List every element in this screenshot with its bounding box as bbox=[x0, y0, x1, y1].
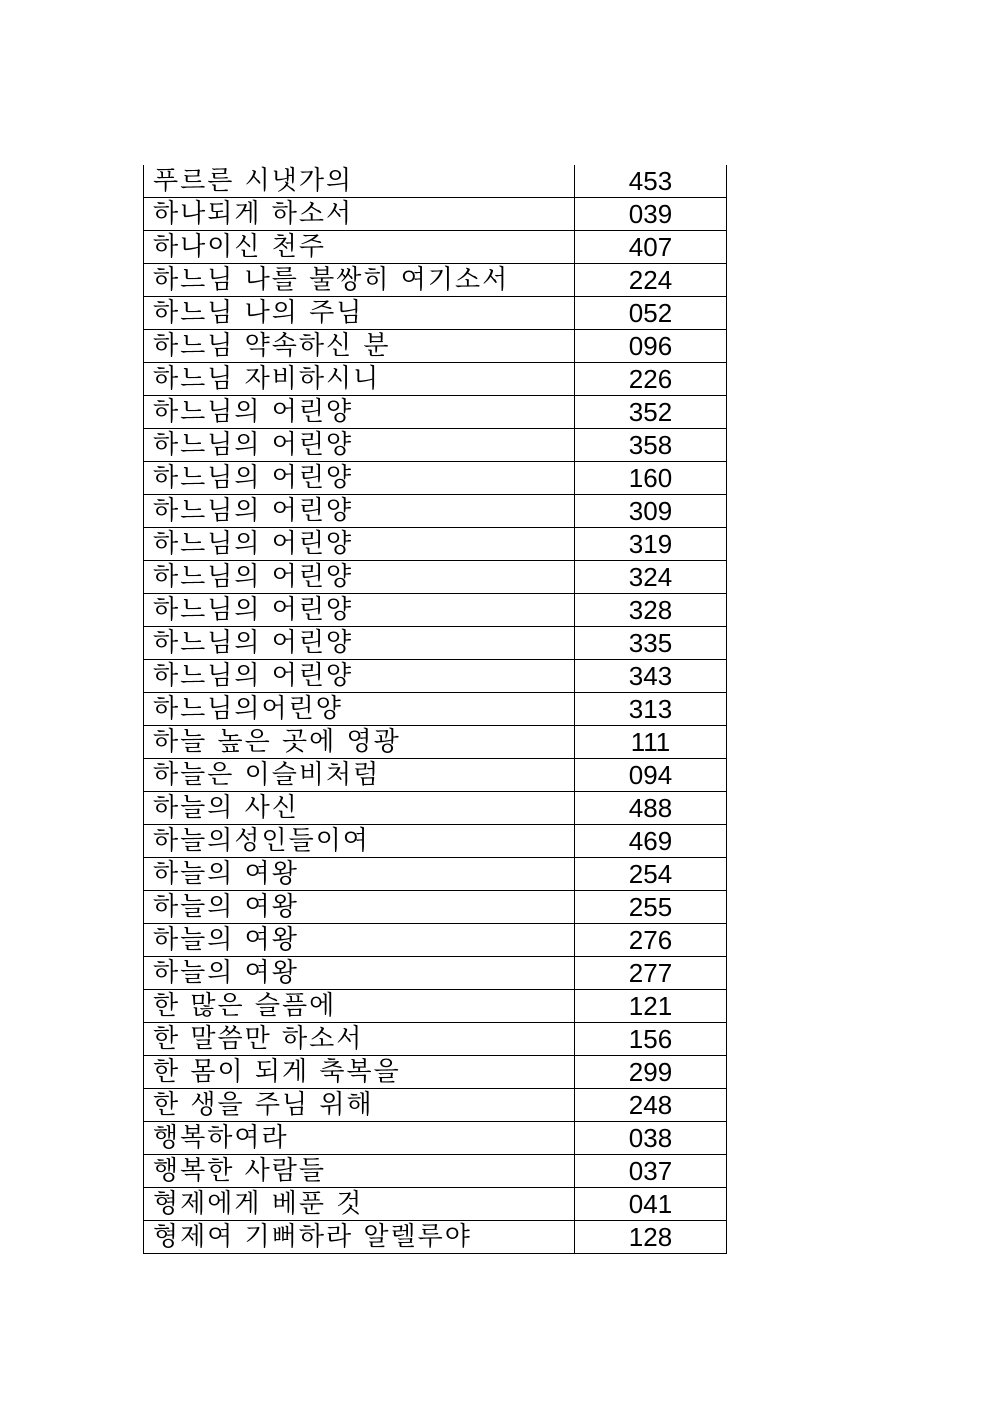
hymn-table-body bbox=[144, 165, 727, 1254]
hymn-title-cell: 행복하여라 bbox=[144, 1122, 575, 1155]
table-row bbox=[144, 1155, 727, 1188]
hymn-number-cell: 328 bbox=[575, 594, 727, 627]
table-row bbox=[144, 330, 727, 363]
hymn-title-cell: 한 말씀만 하소서 bbox=[144, 1023, 575, 1056]
hymn-number-cell: 453 bbox=[575, 165, 727, 198]
hymn-title-cell: 하나이신 천주 bbox=[144, 231, 575, 264]
hymn-number-cell: 313 bbox=[575, 693, 727, 726]
hymn-title-cell: 하느님의어린양 bbox=[144, 693, 575, 726]
hymn-number-cell: 038 bbox=[575, 1122, 727, 1155]
hymn-title-cell: 하느님의 어린양 bbox=[144, 429, 575, 462]
table-row bbox=[144, 165, 727, 198]
hymn-title-cell: 하늘은 이슬비처럼 bbox=[144, 759, 575, 792]
hymn-number-cell: 128 bbox=[575, 1221, 727, 1254]
hymn-title-cell: 한 몸이 되게 축복을 bbox=[144, 1056, 575, 1089]
hymn-number-cell: 226 bbox=[575, 363, 727, 396]
hymn-title-cell: 하늘의 여왕 bbox=[144, 957, 575, 990]
hymn-number-cell: 309 bbox=[575, 495, 727, 528]
hymn-number-cell: 358 bbox=[575, 429, 727, 462]
table-row bbox=[144, 1056, 727, 1089]
hymn-number-cell: 343 bbox=[575, 660, 727, 693]
hymn-number-cell: 039 bbox=[575, 198, 727, 231]
hymn-number-cell: 224 bbox=[575, 264, 727, 297]
hymn-number-cell: 052 bbox=[575, 297, 727, 330]
table-row bbox=[144, 627, 727, 660]
hymn-title-cell: 푸르른 시냇가의 bbox=[144, 165, 575, 198]
table-row bbox=[144, 561, 727, 594]
hymn-title-cell: 하늘의 여왕 bbox=[144, 891, 575, 924]
hymn-number-cell: 041 bbox=[575, 1188, 727, 1221]
hymn-number-cell: 276 bbox=[575, 924, 727, 957]
hymn-title-cell: 하느님의 어린양 bbox=[144, 396, 575, 429]
table-row bbox=[144, 1221, 727, 1254]
table-row bbox=[144, 924, 727, 957]
table-row bbox=[144, 1122, 727, 1155]
table-row bbox=[144, 594, 727, 627]
table-row bbox=[144, 396, 727, 429]
hymn-title-cell: 하느님 나를 불쌍히 여기소서 bbox=[144, 264, 575, 297]
hymn-number-cell: 319 bbox=[575, 528, 727, 561]
table-row bbox=[144, 363, 727, 396]
hymn-title-cell: 하느님의 어린양 bbox=[144, 627, 575, 660]
table-row bbox=[144, 825, 727, 858]
table-row bbox=[144, 297, 727, 330]
hymn-number-cell: 324 bbox=[575, 561, 727, 594]
hymn-title-cell: 하느님의 어린양 bbox=[144, 528, 575, 561]
table-row bbox=[144, 1023, 727, 1056]
hymn-title-cell: 하느님 나의 주님 bbox=[144, 297, 575, 330]
hymn-number-cell: 352 bbox=[575, 396, 727, 429]
hymn-number-cell: 111 bbox=[575, 726, 727, 759]
table-row bbox=[144, 891, 727, 924]
hymn-index-table bbox=[143, 165, 727, 1254]
hymn-number-cell: 469 bbox=[575, 825, 727, 858]
table-row bbox=[144, 759, 727, 792]
hymn-title-cell: 하느님의 어린양 bbox=[144, 495, 575, 528]
hymn-title-cell: 형제에게 베푼 것 bbox=[144, 1188, 575, 1221]
hymn-title-cell: 하느님의 어린양 bbox=[144, 462, 575, 495]
hymn-number-cell: 299 bbox=[575, 1056, 727, 1089]
hymn-title-cell: 하늘의성인들이여 bbox=[144, 825, 575, 858]
hymn-number-cell: 248 bbox=[575, 1089, 727, 1122]
hymn-title-cell: 한 많은 슬픔에 bbox=[144, 990, 575, 1023]
hymn-number-cell: 254 bbox=[575, 858, 727, 891]
hymn-number-cell: 255 bbox=[575, 891, 727, 924]
hymn-title-cell: 하늘 높은 곳에 영광 bbox=[144, 726, 575, 759]
hymn-number-cell: 335 bbox=[575, 627, 727, 660]
hymn-title-cell: 하늘의 여왕 bbox=[144, 858, 575, 891]
table-row bbox=[144, 990, 727, 1023]
hymn-number-cell: 037 bbox=[575, 1155, 727, 1188]
table-row bbox=[144, 1188, 727, 1221]
hymn-number-cell: 094 bbox=[575, 759, 727, 792]
hymn-title-cell: 하나되게 하소서 bbox=[144, 198, 575, 231]
hymn-number-cell: 121 bbox=[575, 990, 727, 1023]
hymn-number-cell: 156 bbox=[575, 1023, 727, 1056]
table-row bbox=[144, 792, 727, 825]
table-row bbox=[144, 528, 727, 561]
table-row bbox=[144, 264, 727, 297]
table-row bbox=[144, 429, 727, 462]
hymn-title-cell: 하늘의 사신 bbox=[144, 792, 575, 825]
hymn-title-cell: 형제여 기뻐하라 알렐루야 bbox=[144, 1221, 575, 1254]
table-row bbox=[144, 957, 727, 990]
table-row bbox=[144, 660, 727, 693]
hymn-title-cell: 하느님의 어린양 bbox=[144, 561, 575, 594]
hymn-number-cell: 160 bbox=[575, 462, 727, 495]
hymn-title-cell: 하느님의 어린양 bbox=[144, 660, 575, 693]
table-row bbox=[144, 495, 727, 528]
table-row bbox=[144, 1089, 727, 1122]
hymn-number-cell: 277 bbox=[575, 957, 727, 990]
hymn-title-cell: 하느님의 어린양 bbox=[144, 594, 575, 627]
hymn-title-cell: 하느님 약속하신 분 bbox=[144, 330, 575, 363]
table-row bbox=[144, 462, 727, 495]
table-row bbox=[144, 693, 727, 726]
table-row bbox=[144, 198, 727, 231]
hymn-title-cell: 하늘의 여왕 bbox=[144, 924, 575, 957]
table-row bbox=[144, 858, 727, 891]
table-row bbox=[144, 726, 727, 759]
hymn-title-cell: 하느님 자비하시니 bbox=[144, 363, 575, 396]
hymn-number-cell: 096 bbox=[575, 330, 727, 363]
hymn-number-cell: 407 bbox=[575, 231, 727, 264]
table-row bbox=[144, 231, 727, 264]
hymn-number-cell: 488 bbox=[575, 792, 727, 825]
hymn-title-cell: 행복한 사람들 bbox=[144, 1155, 575, 1188]
hymn-title-cell: 한 생을 주님 위해 bbox=[144, 1089, 575, 1122]
